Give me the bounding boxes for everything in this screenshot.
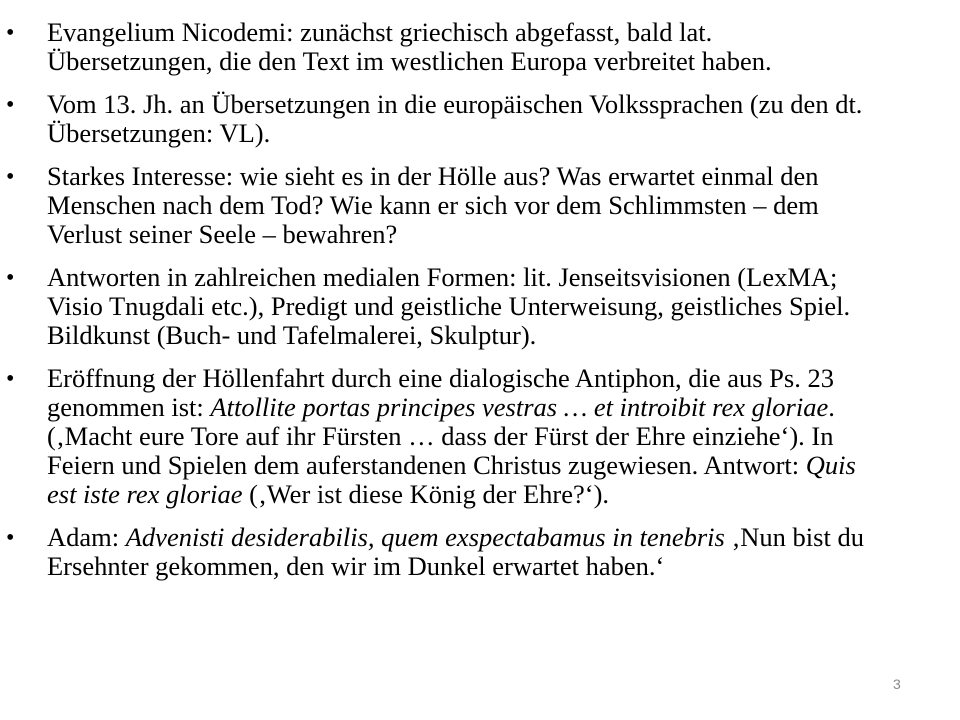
bullet-text-segment: Adam:: [47, 522, 126, 552]
bullet-text-segment: . (‚Macht eure Tore auf ihr Fürsten … dass der Fürst der Ehre einziehe‘). In Feiern und Spielen dem auferstandenen Christus zugewiesen. Antwort:: [47, 392, 835, 480]
bullet-dot: •: [6, 265, 15, 291]
bullet-list: [0, 18, 880, 595]
bullet-dot: •: [6, 525, 15, 551]
bullet-text: Antworten in zahlreichen medialen Formen: lit. Jenseitsvisionen (LexMA; Visio Tnugdali etc.), Predigt und geistliche Unterweisung, geistliches Spiel. Bildkunst (Buch- und Tafelmalerei, Skulptur).: [47, 262, 851, 350]
bullet-text: Evangelium Nicodemi: zunächst griechisch abgefasst, bald lat. Übersetzungen, die den Text im westlichen Europa verbreitet haben.: [47, 17, 772, 76]
bullet-item: [0, 90, 880, 148]
bullet-dot: •: [6, 20, 15, 46]
bullet-item: [0, 263, 880, 350]
bullet-item: [0, 523, 880, 581]
bullet-item: [0, 162, 880, 249]
bullet-text: Starkes Interesse: wie sieht es in der Hölle aus? Was erwartet einmal den Menschen nach dem Tod? Wie kann er sich vor dem Schlimmsten – dem Verlust seiner Seele – bewahren?: [47, 161, 819, 249]
bullet-text-segment: Eröffnung der Höllenfahrt durch eine dialogische Antiphon, die aus Ps. 23 genommen ist:: [47, 363, 834, 422]
latin-quote-text: Quis est iste rex gloriae: [47, 450, 856, 509]
bullet-dot: •: [6, 92, 15, 118]
latin-quote-text: Attollite portas principes vestras … et introibit rex gloriae: [210, 392, 829, 422]
latin-quote-text: Advenisti desiderabilis, quem exspectabamus in tenebris: [125, 522, 725, 552]
bullet-text: Vom 13. Jh. an Übersetzungen in die europäischen Volkssprachen (zu den dt. Übersetzungen: VL).: [47, 89, 863, 148]
bullet-text-segment: ‚Nun bist du Ersehnter gekommen, den wir im Dunkel erwartet haben.‘: [47, 522, 864, 581]
bullet-item: [0, 18, 880, 76]
bullet-dot: •: [6, 366, 15, 392]
bullet-text-segment: (‚Wer ist diese König der Ehre?‘).: [242, 479, 610, 509]
bullet-item: [0, 364, 880, 509]
bullet-dot: •: [6, 164, 15, 190]
page-number: 3: [893, 676, 901, 692]
